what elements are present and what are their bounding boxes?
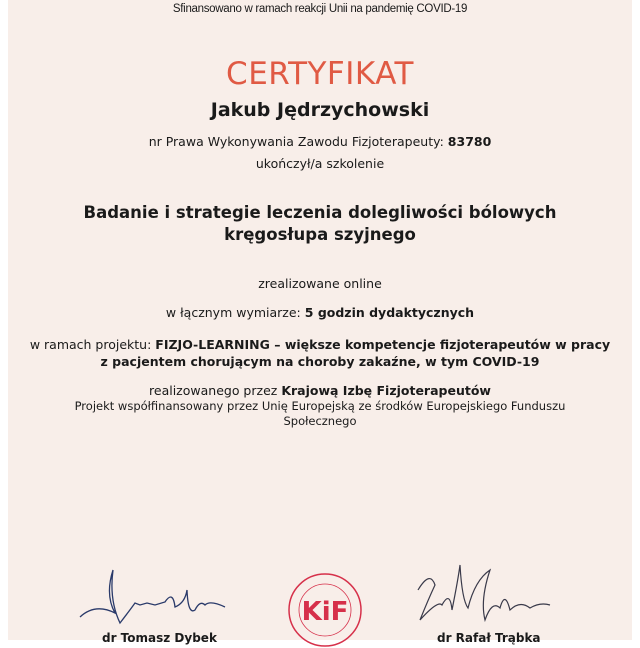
cofinancing-note: Projekt współfinansowany przez Unię Europejską ze środków Europejskiego Funduszu Społecznego <box>74 399 566 428</box>
certificate-paper <box>8 0 632 640</box>
course-title: Badanie i strategie leczenia dolegliwości bólowych kręgosłupa szyjnego <box>83 203 557 244</box>
license-line <box>8 134 632 149</box>
license-number: 83780 <box>447 134 492 149</box>
project-line <box>8 336 632 370</box>
hours-line <box>8 305 632 320</box>
delivery-mode: zrealizowane online <box>258 276 382 291</box>
signatory-left-name: dr Tomasz Dybek <box>102 631 217 645</box>
realized-line <box>8 383 632 398</box>
certificate-title: CERTYFIKAT <box>226 56 414 92</box>
realized-by: Krajową Izbę Fizjoterapeutów <box>281 383 491 398</box>
signature-right <box>410 560 560 630</box>
license-label: nr Prawa Wykonywania Zawodu Fizjoterapeuty: <box>148 134 444 149</box>
recipient-name: Jakub Jędrzychowski <box>210 99 430 121</box>
kif-seal <box>287 572 363 648</box>
signature-left <box>75 565 235 630</box>
project-name: FIZJO-LEARNING – większe kompetencje fizjoterapeutów w pracy z pacjentem chorującym na choroby zakaźne, w tym COVID-19 <box>100 337 611 369</box>
realized-label: realizowanego przez <box>149 383 278 398</box>
hours-label: w łącznym wymiarze: <box>165 305 301 320</box>
funding-note: Sfinansowano w ramach reakcji Unii na pandemię COVID-19 <box>172 3 468 15</box>
svg-text:KiF: KiF <box>301 597 349 627</box>
project-label: w ramach projektu: <box>29 337 152 352</box>
completed-text: ukończył/a szkolenie <box>255 156 385 171</box>
hours-value: 5 godzin dydaktycznych <box>304 305 475 320</box>
signatory-right-name: dr Rafał Trąbka <box>437 631 541 645</box>
